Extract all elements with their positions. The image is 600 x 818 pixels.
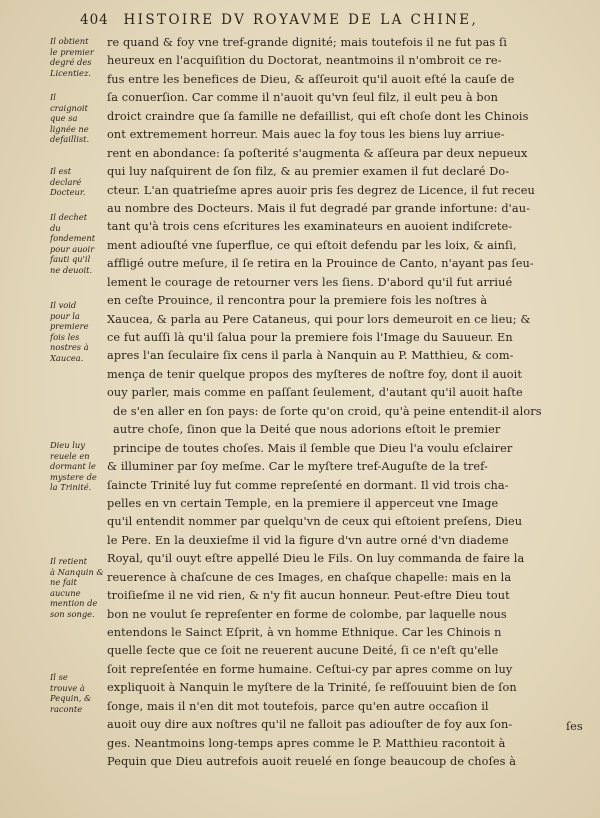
text-line: bon ne voulut ſe repreſenter en forme de colombe, par laquelle nous — [107, 607, 507, 621]
text-line: quelle ſecte que ce ſoit ne reuerent aucune Deité, ſi ce n'eſt qu'elle — [107, 644, 499, 658]
text-line: rent en abondance: ſa poſterité s'augmenta & aſſeura par deux nepueux — [107, 146, 528, 160]
text-line: apres l'an ſeculaire ſix cens il parla à Nanquin au P. Matthieu, & com- — [107, 349, 514, 363]
text-line: troiſieſme il ne vid rien, & n'y fit aucun honneur. Peut-eſtre Dieu tout — [107, 589, 510, 603]
text-line: ſaincte Trinité luy fut comme repreſenté en dormant. Il vid trois cha- — [107, 478, 509, 492]
body-text — [107, 34, 577, 772]
running-header — [80, 12, 580, 32]
text-line: ges. Neantmoins long-temps apres comme le P. Matthieu racontoit à — [107, 736, 506, 750]
text-line: Royal, qu'il ouyt eſtre appellé Dieu le Fils. On luy commanda de faire la — [107, 552, 525, 566]
text-line: droict craindre que ſa famille ne defaillist, qui eſt choſe dont les Chinois — [107, 109, 529, 123]
page-number: 404 — [80, 12, 109, 28]
margin-note-songe: Il retient à Nanquin & ne fait aucune mention de son songe. — [50, 556, 104, 619]
text-line: principe de toutes choſes. Mais il ſemble que Dieu l'a voulu eſclairer — [113, 441, 513, 455]
text-line: ſa conuerſion. Car comme il n'auoit qu'vn ſeul filz, il eult peu à bon — [107, 91, 498, 105]
text-line: Xaucea, & parla au Pere Cataneus, qui pour lors demeuroit en ce lieu; & — [107, 312, 531, 326]
text-line: ont extremement horreur. Mais auec la foy tous les biens luy arriue- — [107, 128, 505, 142]
text-line: au nombre des Docteurs. Mais il fut degradé par grande infortune: d'au- — [107, 201, 530, 215]
text-line: re quand & foy vne tref-grande dignité; mais toutefois il ne fut pas ſi — [107, 36, 507, 49]
text-line: pelles en vn certain Temple, en la premiere il apperceut vne Image — [107, 496, 499, 510]
text-line: qui luy naſquirent de ſon filz, & au premier examen il fut declaré Do- — [107, 165, 510, 179]
text-line: en ceſte Prouince, il rencontra pour la premiere fois les noſtres à — [107, 294, 488, 308]
catchword: ſes — [566, 720, 583, 733]
text-line: entendons le Sainct Eſprit, à vn homme Ethnique. Car les Chinois n — [107, 626, 502, 639]
margin-note-lignee: Il craignoit que sa lignée ne defaillist. — [50, 92, 90, 144]
margin-note-degrade: Il dechet du fondement pour auoir fauti qu'il ne deuoit. — [50, 212, 96, 275]
text-line: heureux en l'acquiſition du Doctorat, neantmoins il n'ombroit ce re- — [107, 54, 502, 68]
text-line: ſoit repreſentée en forme humaine. Ceſtui-cy par apres comme on luy — [107, 662, 513, 676]
text-line: le Pere. En la deuxieſme il vid la figure d'vn autre orné d'vn diademe — [107, 533, 509, 547]
text-line: tant qu'à trois cens eſcritures les examinateurs en auoient indiſcrete- — [107, 220, 513, 234]
margin-note-trinite: Dieu luy reuele en dormant le mystere de la Trinité. — [50, 440, 97, 492]
text-line: ſonge, mais il n'en dit mot toutefois, parce qu'en autre occaſion il — [107, 699, 489, 713]
margin-note-pequin: Il se trouve à Pequin, & raconte — [50, 672, 92, 714]
text-line: autre choſe, ſinon que la Deité que nous adorions eſtoit le premier — [113, 423, 501, 437]
text-line: Pequin que Dieu autrefois auoit reuelé en ſonge beaucoup de choſes à — [107, 755, 517, 769]
text-line: & illuminer par ſoy meſme. Car le myſtere tref-Auguſte de la tref- — [107, 460, 488, 474]
text-line: expliquoit à Nanquin le myſtere de la Trinité, ſe reſſouuint bien de ſon — [107, 681, 517, 695]
text-line: mença de tenir quelque propos des myſteres de noſtre foy, dont il auoit — [107, 367, 523, 381]
margin-note-xaucea: Il void pour la premiere fois les nostres à Xaucea. — [50, 300, 89, 363]
text-line: reuerence à chaſcune de ces Images, en chaſque chapelle: mais en la — [107, 570, 512, 584]
text-line: ouy parler, mais comme en paſſant ſeulement, d'autant qu'il auoit haſte — [107, 386, 523, 400]
text-line: de s'en aller en ſon pays: de ſorte qu'on croid, qu'à peine entendit-il alors — [113, 404, 542, 418]
margin-note-docteur: Il est declaré Docteur. — [50, 166, 86, 197]
text-line: ce fut auſſi là qu'il ſalua pour la premiere fois l'Image du Sauueur. En — [107, 331, 513, 344]
text-line: fus entre les benefices de Dieu, & aſſeuroit qu'il auoit eſté la cauſe de — [107, 72, 515, 86]
text-line: cteur. L'an quatrieſme apres auoir pris ſes degrez de Licence, il fut receu — [107, 183, 535, 197]
text-line: lement le courage de retourner vers les ſiens. D'abord qu'il fut arriué — [107, 275, 513, 289]
text-line: ment adiouſté vne ſuperflue, ce qui eſtoit defendu par les loix, & ainſi, — [107, 238, 517, 252]
text-line: affligé outre meſure, il ſe retira en la Prouince de Canto, n'ayant pas ſeu- — [107, 257, 534, 271]
margin-note-licence: Il obtient le premier degré des Licentiez. — [50, 36, 94, 78]
text-line: qu'il entendit nommer par quelqu'vn de ceux qui eſtoient preſens, Dieu — [107, 515, 523, 529]
running-title: HISTOIRE DV ROYAVME DE LA CHINE, — [123, 12, 479, 28]
text-line: auoit ouy dire aux noſtres qu'il ne falloit pas adiouſter de foy aux ſon- — [107, 718, 513, 732]
